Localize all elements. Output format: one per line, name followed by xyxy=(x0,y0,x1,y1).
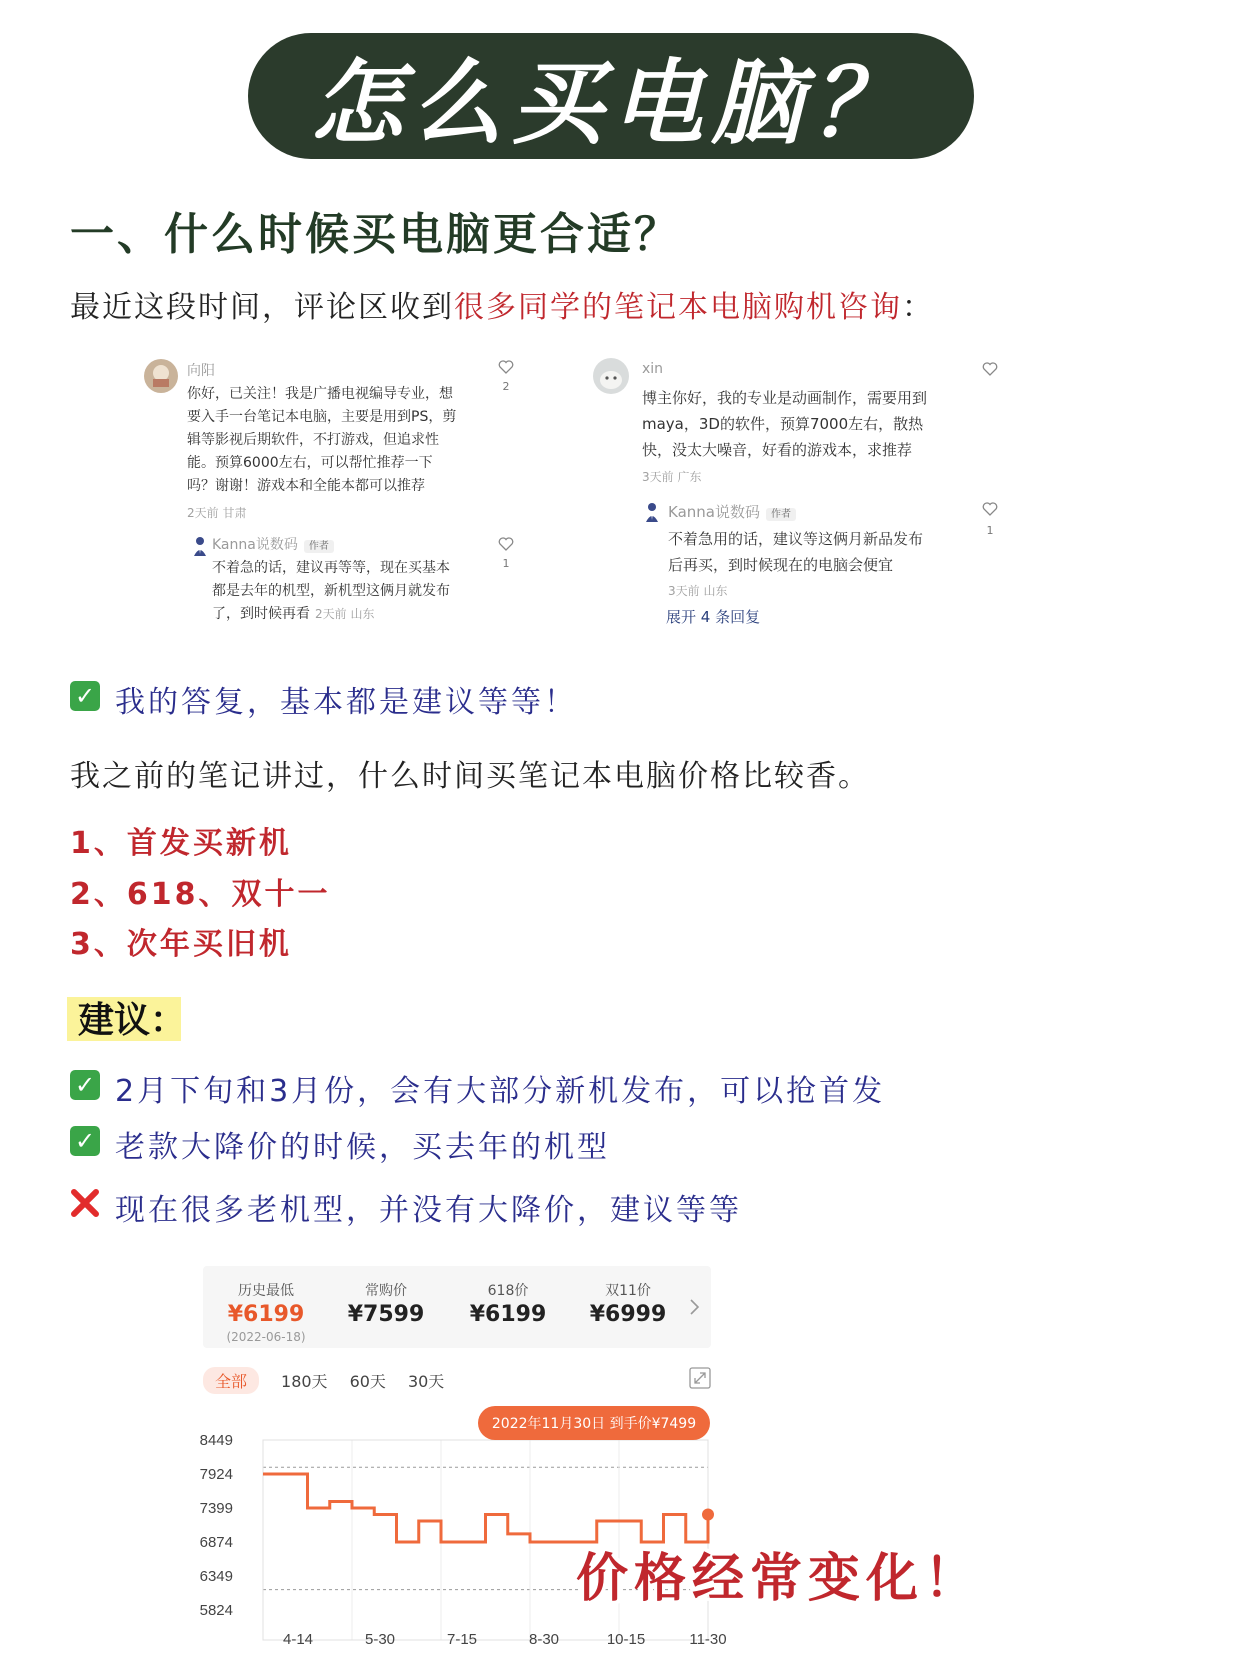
section-heading: 一、什么时候买电脑更合适？ xyxy=(70,209,681,260)
author-avatar-icon xyxy=(644,502,660,524)
price-value: ¥6199 xyxy=(227,1302,305,1327)
heart-icon[interactable] xyxy=(498,360,514,374)
comment-line: maya，3D的软件，预算7000左右，散热 xyxy=(642,415,924,433)
advice-item: 2月下旬和3月份，会有大部分新机发布，可以抢首发 xyxy=(115,1074,886,1109)
comment-text xyxy=(187,383,487,498)
heart-icon[interactable] xyxy=(982,502,998,516)
y-axis-labels xyxy=(200,1432,233,1619)
note-text: 我之前的笔记讲过，什么时间买笔记本电脑价格比较香。 xyxy=(70,759,870,794)
comment-username[interactable]: xin xyxy=(642,361,664,377)
advice-item: 老款大降价的时候，买去年的机型 xyxy=(115,1130,610,1165)
author-avatar-icon xyxy=(192,536,208,558)
reply-username[interactable]: Kanna说数码 xyxy=(212,537,298,553)
check-icon: ✓ xyxy=(70,681,100,711)
price-label: 618价 xyxy=(487,1283,529,1299)
reply-username[interactable]: Kanna说数码 xyxy=(668,503,760,521)
y-tick-label: 7399 xyxy=(199,1500,233,1517)
list-item: 2、618、双十一 xyxy=(70,877,331,912)
tab-180-days[interactable]: 180天 xyxy=(281,1372,328,1391)
list-item: 3、次年买旧机 xyxy=(70,927,292,962)
current-price-point[interactable] xyxy=(702,1508,714,1520)
heart-icon[interactable] xyxy=(982,362,998,376)
y-tick-label: 7924 xyxy=(199,1466,233,1483)
advice-label: 建议： xyxy=(78,1000,187,1041)
like-count: 2 xyxy=(502,380,510,393)
like-count: 1 xyxy=(986,524,994,537)
advice-item: 现在很多老机型，并没有大降价，建议等等 xyxy=(115,1193,742,1228)
reply-username-row xyxy=(212,534,334,554)
reply-line: 后再买，到时候现在的电脑会便宜 xyxy=(668,556,894,574)
comment-meta: 2天前 甘肃 xyxy=(187,506,247,520)
reply-line: 都是去年的机型，新机型这俩月就发布 xyxy=(212,583,450,599)
reply-line xyxy=(212,603,482,626)
tab-60-days[interactable]: 60天 xyxy=(349,1372,386,1391)
price-tooltip: 2022年11月30日 到手价¥7499 xyxy=(478,1406,710,1440)
check-icon: ✓ xyxy=(70,1070,100,1100)
reply-line-text: 了，到时候再看 xyxy=(212,606,310,622)
reply-meta: 2天前 山东 xyxy=(315,607,375,621)
comment-line: 你好，已关注！我是广播电视编导专业，想 xyxy=(187,386,453,402)
tab-all[interactable]: 全部 xyxy=(203,1367,259,1394)
reply-text xyxy=(668,526,968,578)
x-tick-label: 8-30 xyxy=(528,1631,560,1648)
range-tabs xyxy=(203,1367,444,1394)
price-value: ¥6199 xyxy=(469,1302,547,1327)
comment-line: 要入手一台笔记本电脑，主要是用到PS，剪 xyxy=(187,409,457,425)
expand-icon[interactable] xyxy=(689,1367,711,1389)
comment-card-right xyxy=(590,354,1010,634)
reply-line: 不着急的话，建议再等等，现在买基本 xyxy=(212,560,450,576)
intro-highlight: 很多同学的笔记本电脑购机咨询 xyxy=(454,290,902,325)
comment-line: 吗？谢谢！游戏本和全能本都可以推荐 xyxy=(187,478,425,494)
cross-icon xyxy=(70,1188,100,1218)
list-item: 1、首发买新机 xyxy=(70,826,292,861)
comment-line: 辑等影视后期软件，不打游戏，但追求性 xyxy=(187,432,439,448)
comment-line: 快，没太大噪音，好看的游戏本，求推荐 xyxy=(642,441,913,459)
like-count: 1 xyxy=(502,557,510,570)
price-label: 常购价 xyxy=(365,1283,407,1299)
y-tick-label: 6874 xyxy=(199,1534,233,1551)
intro-line xyxy=(70,282,934,326)
price-value: ¥7599 xyxy=(347,1302,425,1327)
price-series-line xyxy=(263,1474,708,1542)
chart-overlay-text: 价格经常变化！ xyxy=(576,1549,983,1609)
x-tick-label: 11-30 xyxy=(689,1631,727,1648)
price-value: ¥6999 xyxy=(589,1302,667,1327)
expand-replies-link[interactable]: 展开 4 条回复 xyxy=(666,608,761,626)
intro-prefix: 最近这段时间，评论区收到 xyxy=(70,290,454,325)
author-badge: 作者 xyxy=(304,540,334,553)
comment-username[interactable]: 向阳 xyxy=(187,363,215,379)
banner-title: 怎么买电脑？ xyxy=(310,50,911,157)
comment-line: 能。预算6000左右，可以帮忙推荐一下 xyxy=(187,455,433,471)
user-avatar xyxy=(593,358,629,394)
heart-icon[interactable] xyxy=(498,537,514,551)
comment-meta: 3天前 广东 xyxy=(642,470,702,484)
reply-username-row xyxy=(668,501,796,522)
price-label: 双11价 xyxy=(605,1283,651,1299)
reply-meta: 3天前 山东 xyxy=(668,584,728,598)
comment-text xyxy=(642,385,962,463)
x-tick-label: 4-14 xyxy=(282,1631,314,1648)
comment-card-left xyxy=(140,354,520,634)
check-icon: ✓ xyxy=(70,1126,100,1156)
title-banner xyxy=(248,33,974,159)
reply-line: 不着急用的话，建议等这俩月新品发布 xyxy=(668,530,924,548)
y-tick-label: 5824 xyxy=(199,1602,233,1619)
y-tick-label: 6349 xyxy=(199,1568,233,1585)
x-tick-label: 7-15 xyxy=(446,1631,478,1648)
x-tick-label: 10-15 xyxy=(606,1631,646,1648)
intro-suffix: ： xyxy=(902,290,934,325)
chevron-right-icon[interactable] xyxy=(688,1298,700,1316)
comment-line: 博主你好，我的专业是动画制作，需要用到 xyxy=(642,389,928,407)
user-avatar xyxy=(144,359,178,393)
x-tick-label: 5-30 xyxy=(364,1631,396,1648)
price-summary-panel xyxy=(203,1266,711,1348)
answer-text: 我的答复，基本都是建议等等！ xyxy=(115,685,577,720)
price-date: (2022-06-18) xyxy=(226,1330,306,1344)
price-label: 历史最低 xyxy=(238,1283,294,1299)
reply-text xyxy=(212,557,482,626)
y-tick-label: 8449 xyxy=(199,1432,233,1449)
author-badge: 作者 xyxy=(766,508,796,521)
tab-30-days[interactable]: 30天 xyxy=(407,1372,445,1391)
